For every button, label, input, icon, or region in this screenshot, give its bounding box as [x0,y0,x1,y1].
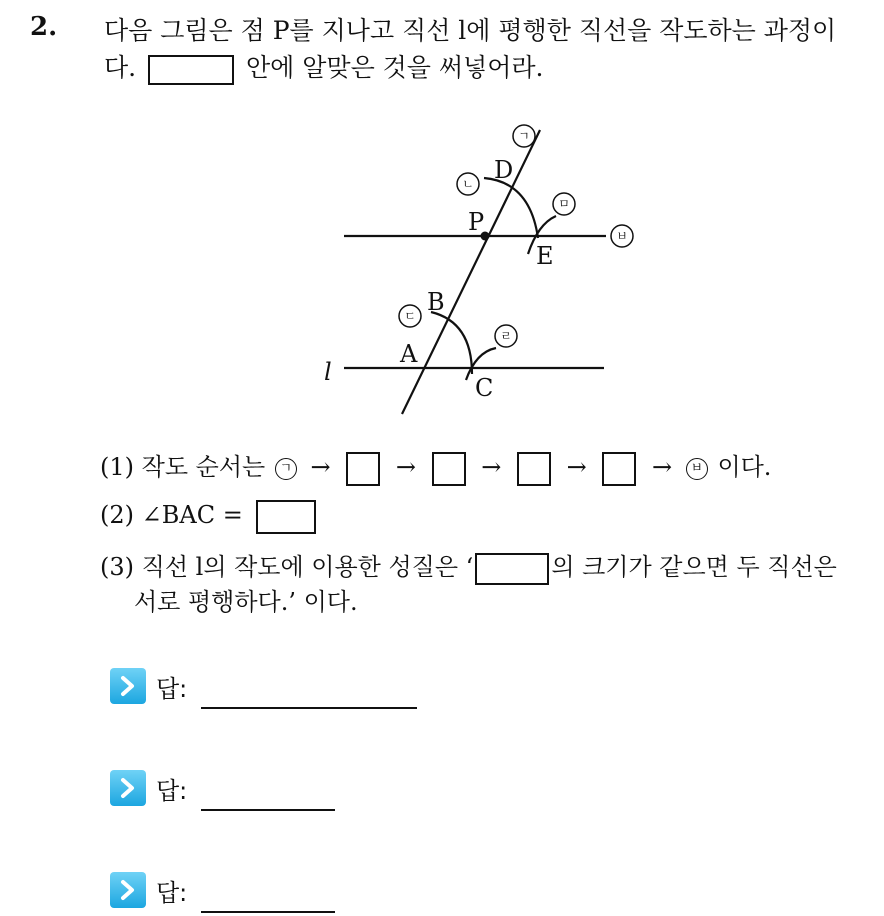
mark-mieum: ㅁ [558,197,570,211]
question-1-ending: 이다. [717,453,772,481]
mark-nieun: ㄴ [462,177,474,191]
mark-rieul: ㄹ [500,329,512,343]
answer-label: 답: [156,776,188,805]
chevron-right-icon [110,872,146,908]
question-1 [100,450,771,486]
question-3-number: (3) [100,553,134,581]
question-1-text: 작도 순서는 [141,453,266,481]
question-3-text: 직선 l의 작도에 이용한 성질은 ‘ [141,553,474,581]
order-blank-2[interactable] [432,452,466,486]
label-l: l [324,358,332,386]
step-mark-end: ㅂ [686,458,708,480]
chevron-right-icon [110,770,146,806]
step-mark-start: ㄱ [275,458,297,480]
answer-label: 답: [156,878,188,907]
label-a: A [400,340,418,368]
chevron-right-icon [110,668,146,704]
order-blank-3[interactable] [517,452,551,486]
problem-text-main: 다음 그림은 점 P를 지나고 직선 l에 평행한 직선을 작도하는 과정이 다. [104,16,837,82]
question-2-text: ∠BAC = [141,501,243,529]
label-d: D [494,156,514,184]
label-b: B [427,288,445,316]
mark-giyeok: ㄱ [518,129,530,143]
instruction-blank-box [148,55,234,85]
arrow-5: → [652,453,673,481]
answer-line-3[interactable] [201,885,335,913]
mark-bieup: ㅂ [616,229,628,243]
property-blank[interactable] [475,553,549,585]
construction-diagram [300,112,660,422]
angle-blank[interactable] [256,500,316,534]
question-2 [100,498,316,534]
answer-line-2[interactable] [201,783,335,811]
question-3-continuation: 서로 평행하다.’ 이다. [134,587,358,616]
label-c: C [475,374,494,402]
question-3-text-after: 의 크기가 같으면 두 직선은 [551,553,837,581]
arrow-3: → [481,453,502,481]
mark-digeut: ㄷ [404,309,416,323]
order-blank-1[interactable] [346,452,380,486]
problem-text [104,12,874,86]
arrow-1: → [310,453,331,481]
answer-row-1 [110,666,417,706]
answer-label: 답: [156,674,188,703]
arrow-4: → [566,453,587,481]
question-2-number: (2) [100,501,134,529]
problem-number: 2. [30,12,58,42]
question-1-number: (1) [100,453,134,481]
answer-row-3 [110,870,335,910]
order-blank-4[interactable] [602,452,636,486]
question-3 [100,550,870,619]
problem-text-tail: 안에 알맞은 것을 써넣어라. [246,53,544,82]
label-e: E [536,242,554,270]
answer-row-2 [110,768,335,808]
answer-line-1[interactable] [201,681,417,709]
arrow-2: → [395,453,416,481]
label-p: P [468,208,485,236]
